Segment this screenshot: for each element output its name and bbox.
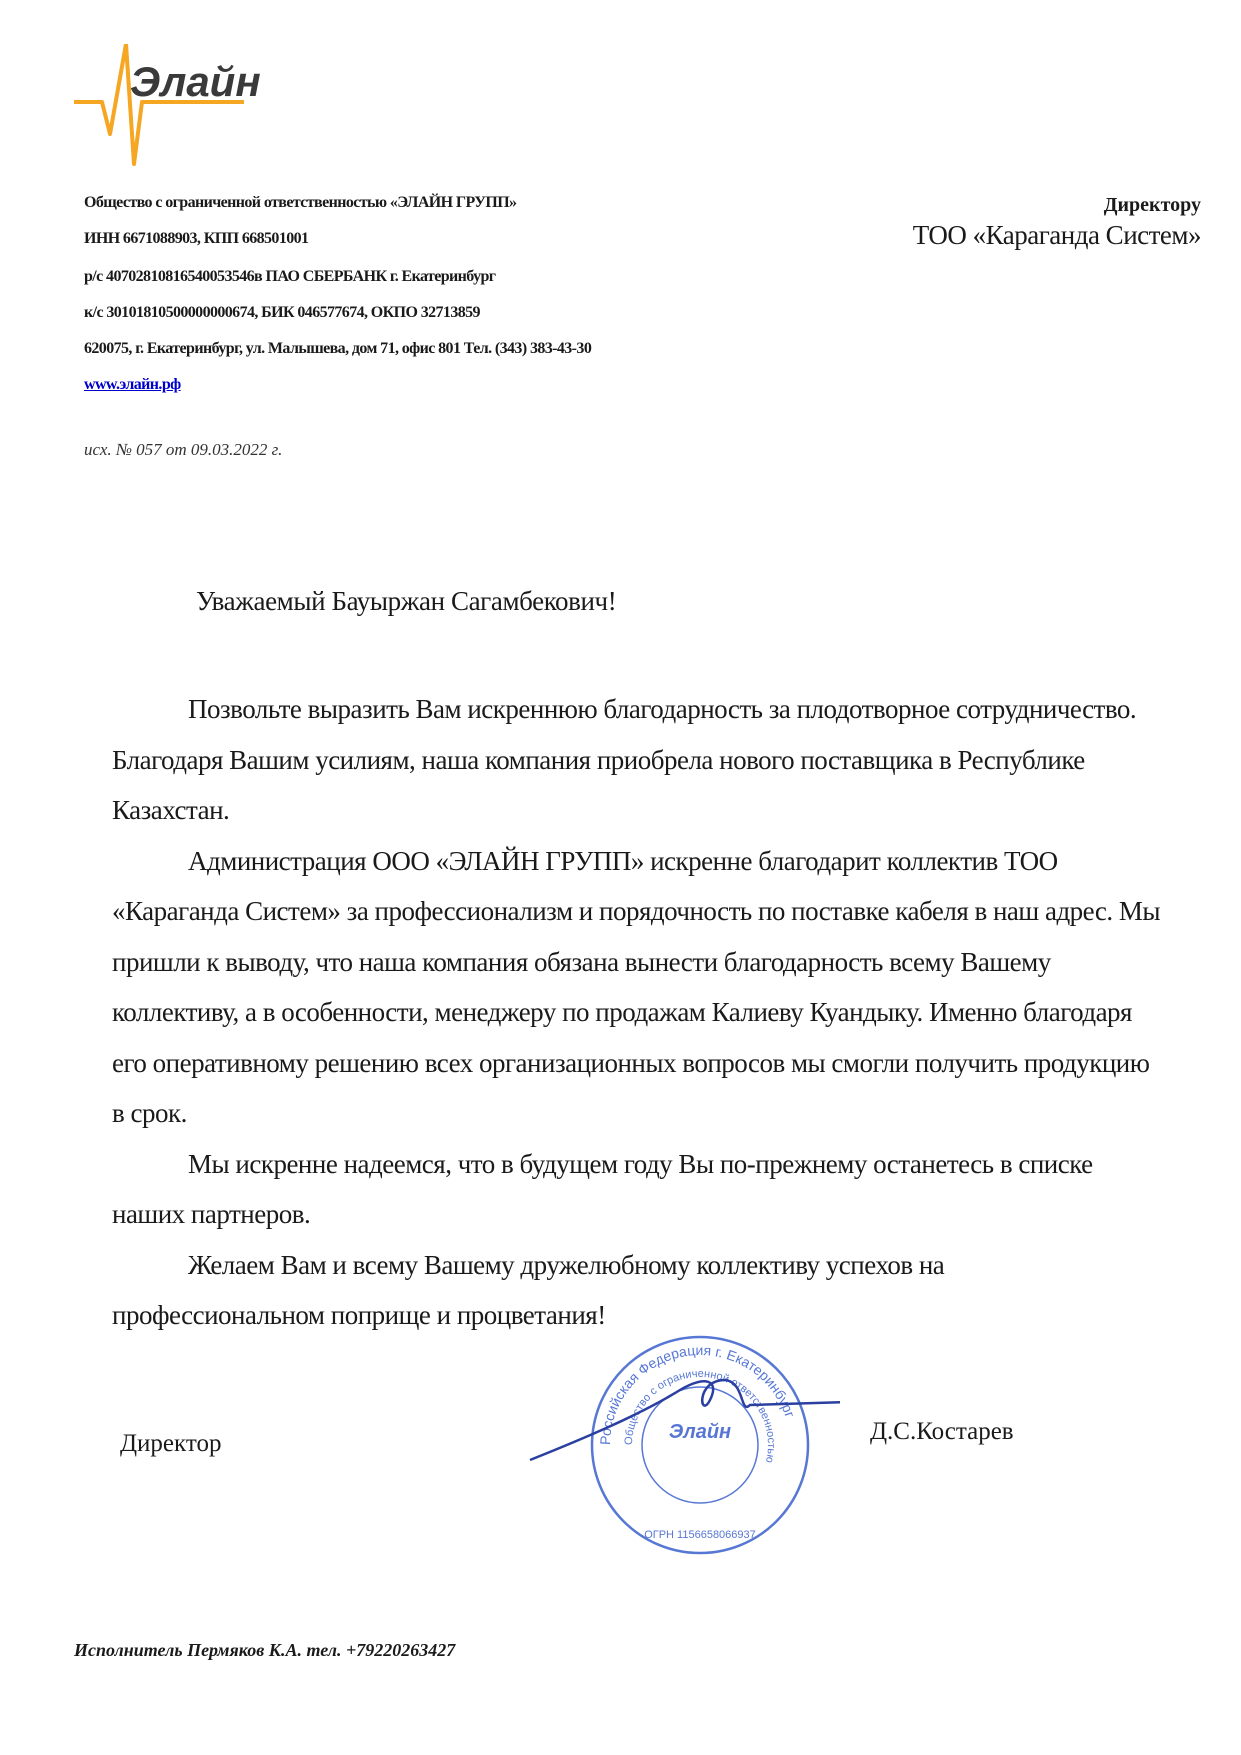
outgoing-number: исх. № 057 от 09.03.2022 г. <box>84 440 283 459</box>
letter-body <box>112 684 1162 1341</box>
recipient-title: Директору <box>1103 194 1201 216</box>
signature-name: Д.С.Костарев <box>870 1418 1014 1445</box>
stamp-center-text: Элайн <box>668 1421 732 1443</box>
logo-text: Элайн <box>130 58 261 105</box>
executor-contact: Исполнитель Пермяков К.А. тел. +79220263427 <box>74 1640 456 1660</box>
sender-company: Общество с ограниченной ответственностью «ЭЛАЙН ГРУПП» <box>84 194 517 211</box>
paragraph: Администрация ООО «ЭЛАЙН ГРУПП» искренне благодарит коллектив ТОО «Караганда Систем» за профессионализм и порядочность по поставке кабеля в наш адрес. Мы пришли к выводу, что наша компания обязана вынести благодарность всему Вашему коллективу, а в особенности, менеджеру по продажам Калиеву Куандыку. Именно благодаря его оперативному решению всех организационных вопросов мы смогли получить продукцию в срок. <box>112 845 1160 1128</box>
paragraph: Желаем Вам и всему Вашему дружелюбному коллективу успехов на профессиональном поприще и процветания! <box>112 1249 945 1330</box>
sender-address: 620075, г. Екатеринбург, ул. Малышева, дом 71, офис 801 Тел. (343) 383-43-30 <box>84 340 592 357</box>
signature-label: Директор <box>120 1430 222 1457</box>
stamp-outer-text: Российская Федерация г. Екатеринбург <box>596 1341 799 1446</box>
stamp-ogrn-text: ОГРН 1156658066937 <box>644 1529 756 1541</box>
paragraph: Позвольте выразить Вам искреннюю благодарность за плодотворное сотрудничество. Благодаря Вашим усилиям, наша компания приобрела нового поставщика в Республике Казахстан. <box>112 694 1137 825</box>
stamp-inner-text: Общество с ограниченной ответственностью <box>622 1367 778 1464</box>
sender-corr-account: к/с 30101810500000000674, БИК 046577674, ОКПО 32713859 <box>84 304 480 321</box>
greeting: Уважаемый Бауыржан Сагамбекович! <box>196 586 617 616</box>
sender-account: р/с 40702810816540053546в ПАО СБЕРБАНК г. Екатеринбург <box>84 268 496 285</box>
paragraph: Мы искренне надеемся, что в будущем году Вы по-прежнему останетесь в списке наших партнеров. <box>112 1148 1093 1229</box>
sender-inn: ИНН 6671088903, КПП 668501001 <box>84 230 309 247</box>
company-stamp <box>520 1320 840 1570</box>
sender-website-link[interactable]: www.элайн.рф <box>84 376 181 393</box>
recipient-org: ТОО «Караганда Систем» <box>912 220 1201 250</box>
